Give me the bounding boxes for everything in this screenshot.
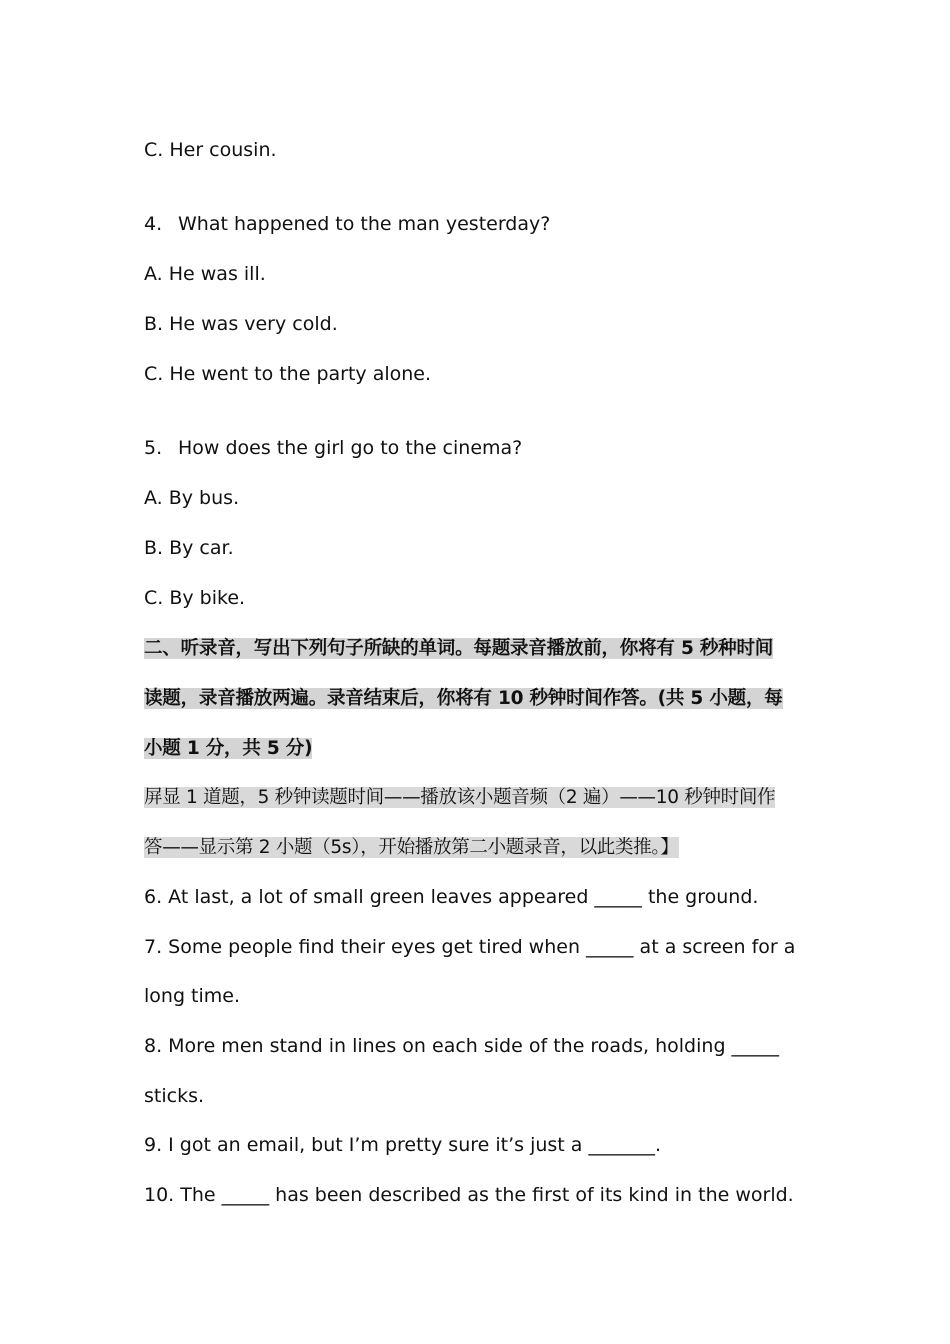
q3-option-c: C. Her cousin. xyxy=(144,139,277,161)
q4-option-a: A. He was ill. xyxy=(144,263,266,285)
q5-option-b: B. By car. xyxy=(144,537,234,559)
q4-number: 4. xyxy=(144,213,163,235)
section2-note-line-2: 答——显示第 2 小题（5s），开始播放第二小题录音，以此类推。】 xyxy=(144,837,679,858)
q5-question xyxy=(144,435,522,461)
section2-heading-line-3: 小题 1 分，共 5 分) xyxy=(144,738,313,759)
q5-option-c: C. By bike. xyxy=(144,587,246,609)
fill-item-7-line-1: 7. Some people find their eyes get tired when _____ at a screen for a xyxy=(144,936,796,958)
fill-item-9: 9. I got an email, but I’m pretty sure it’s just a _______. xyxy=(144,1134,661,1156)
fill-item-6: 6. At last, a lot of small green leaves appeared _____ the ground. xyxy=(144,886,759,908)
fill-item-7-line-2: long time. xyxy=(144,985,241,1007)
q4-option-b: B. He was very cold. xyxy=(144,313,338,335)
q4-question xyxy=(144,211,550,237)
q5-question-text: How does the girl go to the cinema? xyxy=(178,437,523,459)
q5-option-a: A. By bus. xyxy=(144,487,240,509)
fill-item-8-line-2: sticks. xyxy=(144,1085,205,1107)
q4-question-text: What happened to the man yesterday? xyxy=(178,213,551,235)
fill-item-8-line-1: 8. More men stand in lines on each side of the roads, holding _____ xyxy=(144,1035,780,1057)
q5-number: 5. xyxy=(144,437,163,459)
section2-heading-line-2: 读题，录音播放两遍。录音结束后，你将有 10 秒钟时间作答。(共 5 小题，每 xyxy=(144,688,783,709)
fill-item-10: 10. The _____ has been described as the first of its kind in the world. xyxy=(144,1184,794,1206)
q4-option-c: C. He went to the party alone. xyxy=(144,363,432,385)
section2-heading-line-1: 二、听录音，写出下列句子所缺的单词。每题录音播放前，你将有 5 秒种时间 xyxy=(144,638,774,659)
section2-note-line-1: 屏显 1 道题，5 秒钟读题时间——播放该小题音频（2 遍）——10 秒钟时间作 xyxy=(144,787,776,808)
